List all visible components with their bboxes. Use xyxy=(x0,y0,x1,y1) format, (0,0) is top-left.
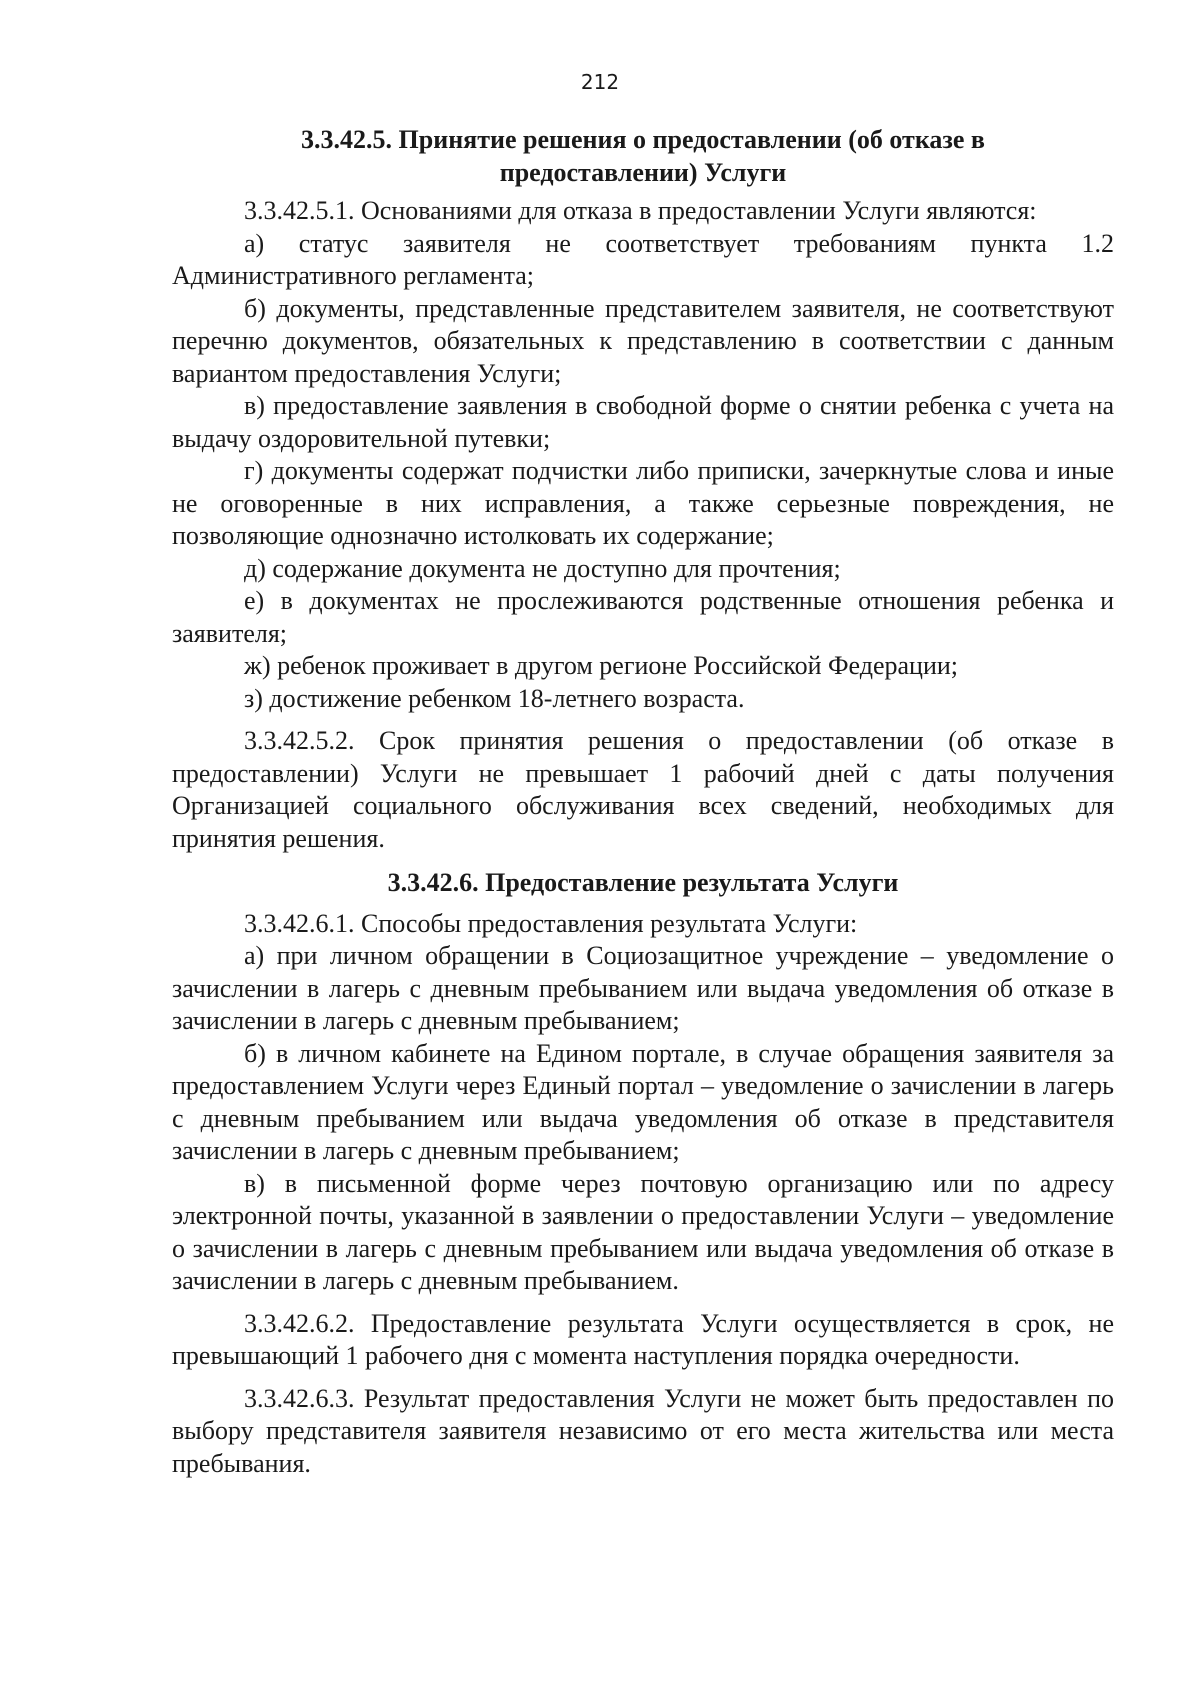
list-item-a: а) статус заявителя не соответствует требованиям пункта 1.2 Административного регламента; xyxy=(172,228,1114,290)
paragraph-3-3-42-5-1: 3.3.42.5.1. Основаниями для отказа в предоставлении Услуги являются: xyxy=(244,196,1037,225)
page-number: 212 xyxy=(580,70,620,94)
list-item-v: в) предоставление заявления в свободной форме о снятии ребенка с учета на выдачу оздоровительной путевки; xyxy=(172,391,1114,453)
list-item-v-result: в) в письменной форме через почтовую организацию или по адресу электронной почты, указанной в заявлении о предоставлении Услуги – уведомление о зачислении в лагерь с дневным пребыванием или выдача уведомления об отказе в зачислении в лагерь с дневным пребыванием. xyxy=(172,1168,1114,1295)
list-item-zh: ж) ребенок проживает в другом регионе Российской Федерации; xyxy=(244,651,959,680)
section-heading-3-3-42-6: 3.3.42.6. Предоставление результата Услуги xyxy=(387,868,899,897)
section-heading-3-3-42-5: 3.3.42.5. Принятие решения о предоставлении (об отказе в предоставлении) Услуги xyxy=(301,125,985,187)
paragraph-3-3-42-6-2: 3.3.42.6.2. Предоставление результата Услуги осуществляется в срок, не превышающий 1 рабочего дня с момента наступления порядка очередности. xyxy=(172,1308,1114,1370)
list-item-e: е) в документах не прослеживаются родственные отношения ребенка и заявителя; xyxy=(172,586,1114,648)
list-item-d: д) содержание документа не доступно для прочтения; xyxy=(244,553,841,583)
paragraph-3-3-42-5-2: 3.3.42.5.2. Срок принятия решения о предоставлении (об отказе в предоставлении) Услуги не превышает 1 рабочий дней с даты получения Организацией социального обслуживания всех сведений, необходимых для принятия решения. xyxy=(172,726,1114,853)
list-item-g: г) документы содержат подчистки либо приписки, зачеркнутые слова и иные не оговоренные в них исправления, а также серьезные повреждения, не позволяющие однозначно истолковать их содержание; xyxy=(172,456,1114,550)
list-item-a-result: а) при личном обращении в Социозащитное учреждение – уведомление о зачислении в лагерь с дневным пребыванием или выдача уведомления об отказе в зачислении в лагерь с дневным пребыванием; xyxy=(172,941,1114,1035)
list-item-b: б) документы, представленные представителем заявителя, не соответствуют перечню документов, обязательных к представлению в соответствии с данным вариантом предоставления Услуги; xyxy=(172,293,1114,388)
paragraph-3-3-42-6-3: 3.3.42.6.3. Результат предоставления Услуги не может быть предоставлен по выбору представителя заявителя независимо от его места жительства или места пребывания. xyxy=(172,1383,1114,1478)
document-body xyxy=(172,124,1114,1480)
paragraph-3-3-42-6-1: 3.3.42.6.1. Способы предоставления результата Услуги: xyxy=(244,908,858,938)
list-item-b-result: б) в личном кабинете на Едином портале, в случае обращения заявителя за предоставлением Услуги через Единый портал – уведомление о зачислении в лагерь с дневным пребыванием или выдача уведомления об отказе в представителя зачислении в лагерь с дневным пребыванием; xyxy=(172,1038,1114,1165)
list-item-z: з) достижение ребенком 18-летнего возраста. xyxy=(244,683,745,713)
